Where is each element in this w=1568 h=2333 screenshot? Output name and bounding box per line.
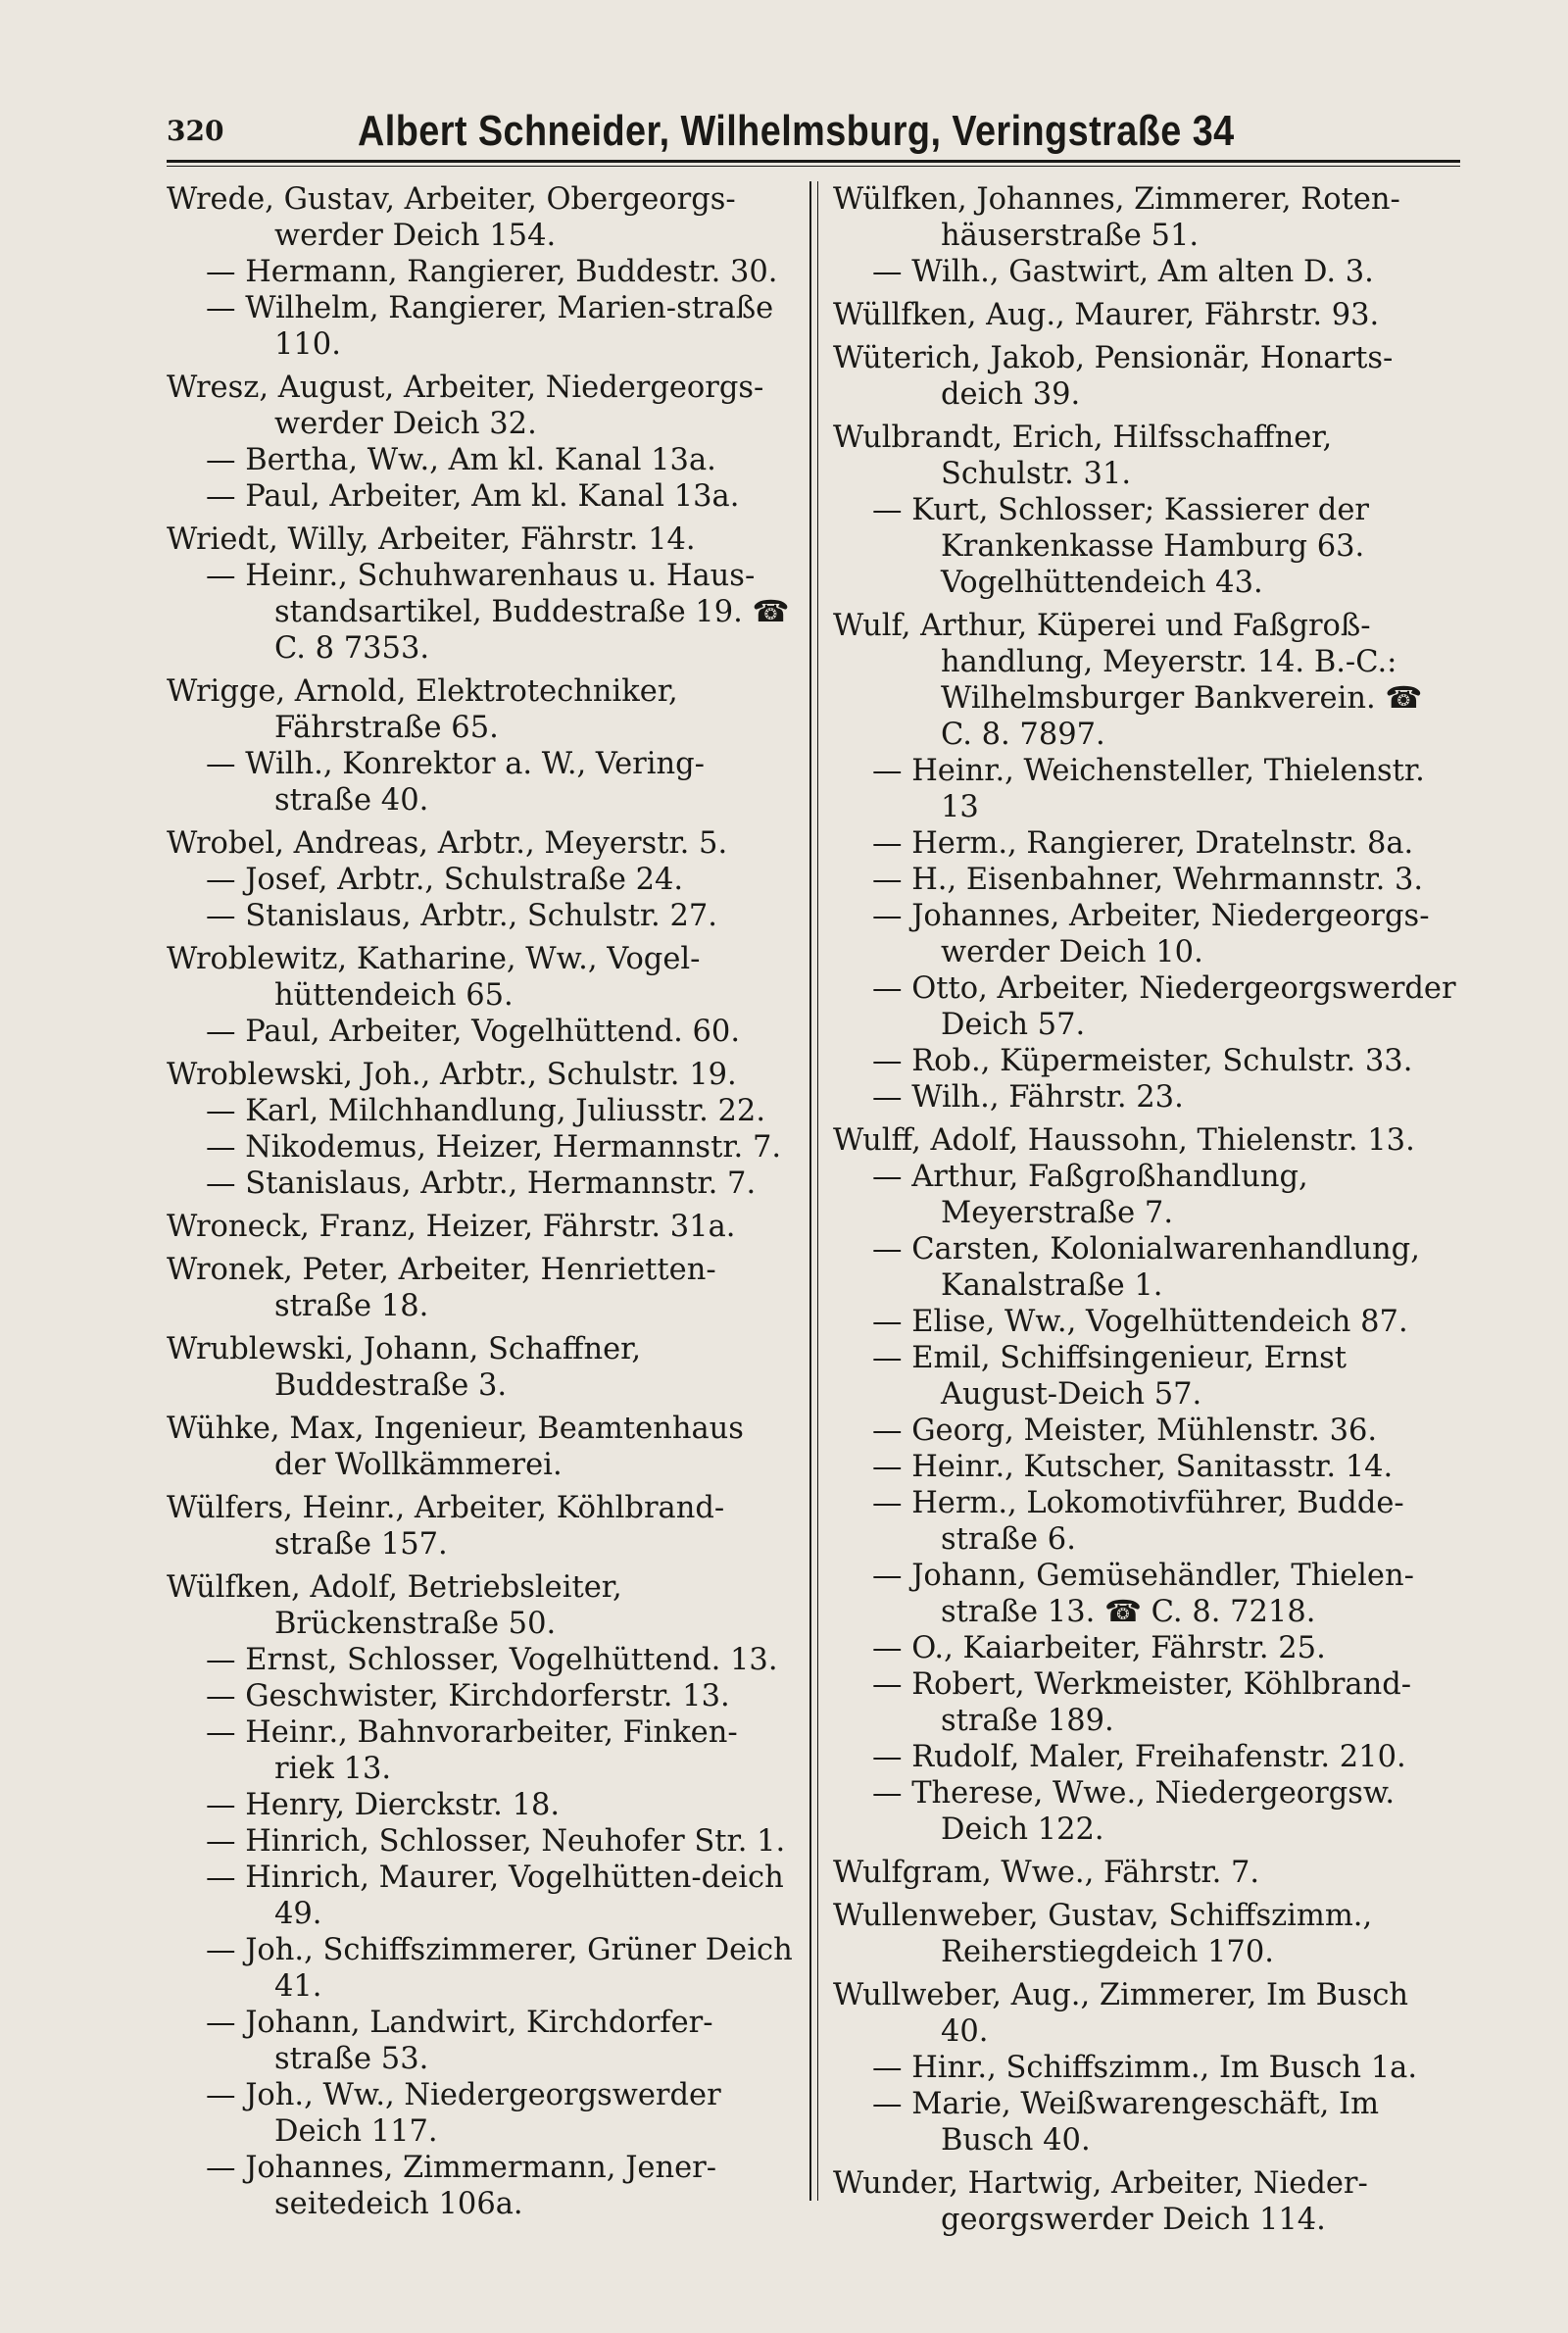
- directory-entry: — Georg, Meister, Mühlenstr. 36.: [872, 1414, 1378, 1448]
- directory-entry: — Stanislaus, Arbtr., Hermannstr. 7.: [206, 1166, 757, 1201]
- directory-entry: — Kurt, Schlosser; Kassierer der Krankenkasse Hamburg 63. Vogelhüttendeich 43.: [872, 493, 1369, 600]
- directory-entry: Wunder, Hartwig, Arbeiter, Nieder-georgswerder Deich 114.: [833, 2166, 1368, 2237]
- directory-entry: — Heinr., Schuhwarenhaus u. Haus-standsartikel, Buddestraße 19. ☎ C. 8 7353.: [206, 559, 790, 666]
- directory-entry: — Joh., Schiffszimmerer, Grüner Deich 41.: [206, 1933, 793, 2004]
- directory-entry: Wrede, Gustav, Arbeiter, Obergeorgs-werder Deich 154.: [167, 182, 736, 253]
- directory-entry: Wülfken, Johannes, Zimmerer, Roten-häuserstraße 51.: [833, 182, 1400, 253]
- directory-entry: — Rudolf, Maler, Freihafenstr. 210.: [872, 1740, 1406, 1774]
- directory-entry: — Wilh., Konrektor a. W., Vering-straße 40.: [206, 747, 705, 818]
- directory-entry: — Marie, Weißwarengeschäft, Im Busch 40.: [872, 2087, 1380, 2158]
- directory-entry: Wulfgram, Wwe., Fährstr. 7.: [833, 1856, 1260, 1890]
- directory-entry: — Bertha, Ww., Am kl. Kanal 13a.: [206, 443, 716, 477]
- directory-entry: — Karl, Milchhandlung, Juliusstr. 22.: [206, 1094, 766, 1128]
- directory-entry: — Elise, Ww., Vogelhüttendeich 87.: [872, 1305, 1408, 1339]
- directory-entry: — Nikodemus, Heizer, Hermannstr. 7.: [206, 1130, 782, 1165]
- header-rule: [167, 160, 1460, 163]
- directory-entry: — Henry, Dierckstr. 18.: [206, 1788, 561, 1822]
- directory-entry: — Hermann, Rangierer, Buddestr. 30.: [206, 255, 778, 289]
- directory-entry: Wronek, Peter, Arbeiter, Henrietten-straße 18.: [167, 1253, 716, 1323]
- directory-entry: Wüllfken, Aug., Maurer, Fährstr. 93.: [833, 298, 1380, 332]
- directory-entry: Wulff, Adolf, Haussohn, Thielenstr. 13.: [833, 1123, 1415, 1158]
- directory-entry: Wüterich, Jakob, Pensionär, Honarts-deich 39.: [833, 341, 1394, 412]
- directory-entry: — Robert, Werkmeister, Köhlbrand-straße 189.: [872, 1667, 1412, 1738]
- directory-entry: Wroneck, Franz, Heizer, Fährstr. 31a.: [167, 1210, 736, 1244]
- directory-entry: — Josef, Arbtr., Schulstraße 24.: [206, 863, 684, 897]
- directory-entry: — Heinr., Weichensteller, Thielenstr. 13: [872, 754, 1425, 824]
- directory-entry: Wroblewski, Joh., Arbtr., Schulstr. 19.: [167, 1058, 737, 1092]
- directory-entry: — Emil, Schiffsingenieur, Ernst August-Deich 57.: [872, 1341, 1348, 1412]
- directory-entry: — Therese, Wwe., Niedergeorgsw. Deich 122.: [872, 1776, 1396, 1847]
- directory-entry: — Stanislaus, Arbtr., Schulstr. 27.: [206, 899, 717, 933]
- directory-entry: — Carsten, Kolonialwarenhandlung, Kanalstraße 1.: [872, 1232, 1420, 1303]
- directory-entry: — Johannes, Zimmermann, Jener-seitedeich 106a.: [206, 2151, 717, 2221]
- directory-entry: — Herm., Lokomotivführer, Budde-straße 6.: [872, 1486, 1404, 1557]
- directory-entry: — Joh., Ww., Niedergeorgswerder Deich 117.: [206, 2078, 721, 2149]
- directory-entry: — Paul, Arbeiter, Vogelhüttend. 60.: [206, 1015, 741, 1049]
- running-head: Albert Schneider, Wilhelmsburg, Veringstraße 34: [358, 107, 1235, 155]
- directory-page: [147, 93, 1460, 2250]
- directory-entry: — Hinrich, Maurer, Vogelhütten-deich 49.: [206, 1861, 784, 1931]
- directory-entry: Wresz, August, Arbeiter, Niedergeorgs-werder Deich 32.: [167, 371, 764, 441]
- directory-entry: — Geschwister, Kirchdorferstr. 13.: [206, 1679, 730, 1713]
- directory-entry: — Wilh., Fährstr. 23.: [872, 1080, 1184, 1115]
- directory-entry: — Johann, Gemüsehändler, Thielen-straße 13. ☎ C. 8. 7218.: [872, 1559, 1414, 1629]
- directory-entry: — Hinr., Schiffszimm., Im Busch 1a.: [872, 2051, 1418, 2085]
- directory-entry: — Herm., Rangierer, Dratelnstr. 8a.: [872, 826, 1414, 861]
- directory-entry: Wullenweber, Gustav, Schiffszimm., Reiherstiegdeich 170.: [833, 1899, 1373, 1969]
- directory-entry: Wülfken, Adolf, Betriebsleiter, Brückenstraße 50.: [167, 1570, 622, 1641]
- column-divider-thin: [817, 181, 818, 2201]
- column-divider: [809, 181, 811, 2201]
- directory-entry: — Rob., Küpermeister, Schulstr. 33.: [872, 1044, 1413, 1078]
- directory-entry: — Heinr., Bahnvorarbeiter, Finken-riek 13.: [206, 1715, 738, 1786]
- header-rule-thin: [167, 166, 1460, 167]
- directory-entry: — Ernst, Schlosser, Vogelhüttend. 13.: [206, 1643, 778, 1677]
- page-header: [147, 93, 1460, 162]
- right-column: [833, 181, 1460, 2238]
- directory-entry: Wülfers, Heinr., Arbeiter, Köhlbrand-straße 157.: [167, 1491, 725, 1562]
- directory-entry: — O., Kaiarbeiter, Fährstr. 25.: [872, 1631, 1326, 1665]
- directory-entry: Wulf, Arthur, Küperei und Faßgroß-handlung, Meyerstr. 14. B.-C.: Wilhelmsburger Bankverein. ☎ C. 8. 7897.: [833, 609, 1423, 752]
- page-number: 320: [167, 115, 224, 147]
- directory-entry: Wühke, Max, Ingenieur, Beamtenhaus der Wollkämmerei.: [167, 1412, 744, 1482]
- directory-entry: — Wilhelm, Rangierer, Marien-straße 110.: [206, 291, 774, 362]
- directory-entry: — Otto, Arbeiter, Niedergeorgswerder Deich 57.: [872, 971, 1456, 1042]
- directory-entry: Wulbrandt, Erich, Hilfsschaffner, Schulstr. 31.: [833, 421, 1333, 491]
- directory-entry: — Hinrich, Schlosser, Neuhofer Str. 1.: [206, 1824, 786, 1859]
- directory-entry: Wullweber, Aug., Zimmerer, Im Busch 40.: [833, 1978, 1409, 2049]
- directory-entry: Wriedt, Willy, Arbeiter, Fährstr. 14.: [167, 522, 696, 557]
- directory-entry: Wrigge, Arnold, Elektrotechniker, Fährstraße 65.: [167, 674, 678, 745]
- directory-entry: — Paul, Arbeiter, Am kl. Kanal 13a.: [206, 479, 740, 514]
- directory-entry: — Johann, Landwirt, Kirchdorfer-straße 53.: [206, 2006, 713, 2076]
- directory-entry: — Arthur, Faßgroßhandlung, Meyerstraße 7.: [872, 1160, 1308, 1230]
- directory-entry: Wrobel, Andreas, Arbtr., Meyerstr. 5.: [167, 826, 728, 861]
- columns: [167, 181, 1460, 2250]
- directory-entry: — Heinr., Kutscher, Sanitasstr. 14.: [872, 1450, 1394, 1484]
- directory-entry: Wroblewitz, Katharine, Ww., Vogel-hüttendeich 65.: [167, 942, 701, 1013]
- directory-entry: — Johannes, Arbeiter, Niedergeorgs-werder Deich 10.: [872, 899, 1430, 969]
- directory-entry: — Wilh., Gastwirt, Am alten D. 3.: [872, 255, 1374, 289]
- directory-entry: Wrublewski, Johann, Schaffner, Buddestraße 3.: [167, 1332, 642, 1403]
- left-column: [167, 181, 794, 2222]
- directory-entry: — H., Eisenbahner, Wehrmannstr. 3.: [872, 863, 1424, 897]
